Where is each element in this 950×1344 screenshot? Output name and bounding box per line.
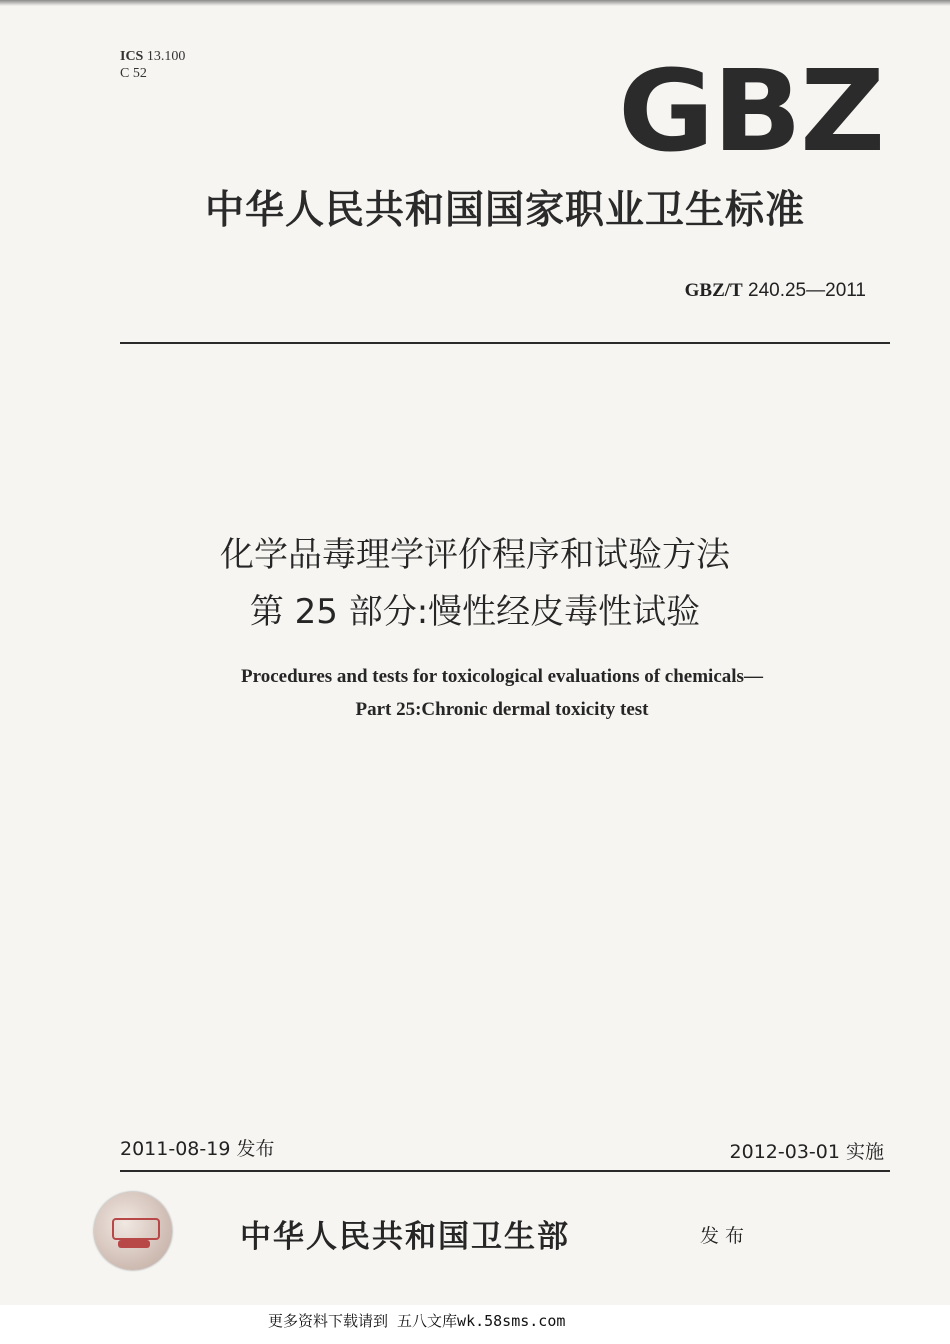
class-code: C 52	[120, 66, 147, 81]
anti-counterfeit-seal-icon	[94, 1192, 172, 1270]
seal-bar	[118, 1240, 150, 1248]
scan-edge	[0, 0, 950, 6]
title-en-line2: Part 25:Chronic dermal toxicity test	[355, 699, 649, 720]
issue-date: 2011-08-19 发布	[120, 1138, 275, 1160]
title-cn-line2: 第 25 部分:慢性经皮毒性试验	[249, 592, 701, 632]
footer-text[interactable]: 更多资料下载请到 五八文库wk.58sms.com	[268, 1312, 566, 1330]
title-cn-line1: 化学品毒理学评价程序和试验方法	[220, 535, 730, 575]
standard-code	[685, 280, 866, 302]
seal-frame	[112, 1218, 160, 1240]
ics-label: ICS	[120, 49, 144, 64]
implementation-date: 2012-03-01 实施	[729, 1141, 884, 1163]
issuer-action: 发布	[700, 1225, 751, 1247]
standard-code-number: 240.25—2011	[748, 280, 866, 301]
ics-value: 13.100	[146, 49, 186, 64]
ics-block	[120, 48, 185, 82]
gbz-logo: GBZ	[618, 47, 884, 177]
issuer-name: 中华人民共和国卫生部	[240, 1219, 570, 1255]
standard-name: 中华人民共和国国家职业卫生标准	[204, 188, 805, 233]
title-en-line1: Procedures and tests for toxicological evaluations of chemicals—	[241, 666, 763, 687]
top-rule	[120, 342, 890, 344]
standard-code-prefix: GBZ/T	[684, 280, 743, 301]
bottom-rule	[120, 1170, 890, 1172]
